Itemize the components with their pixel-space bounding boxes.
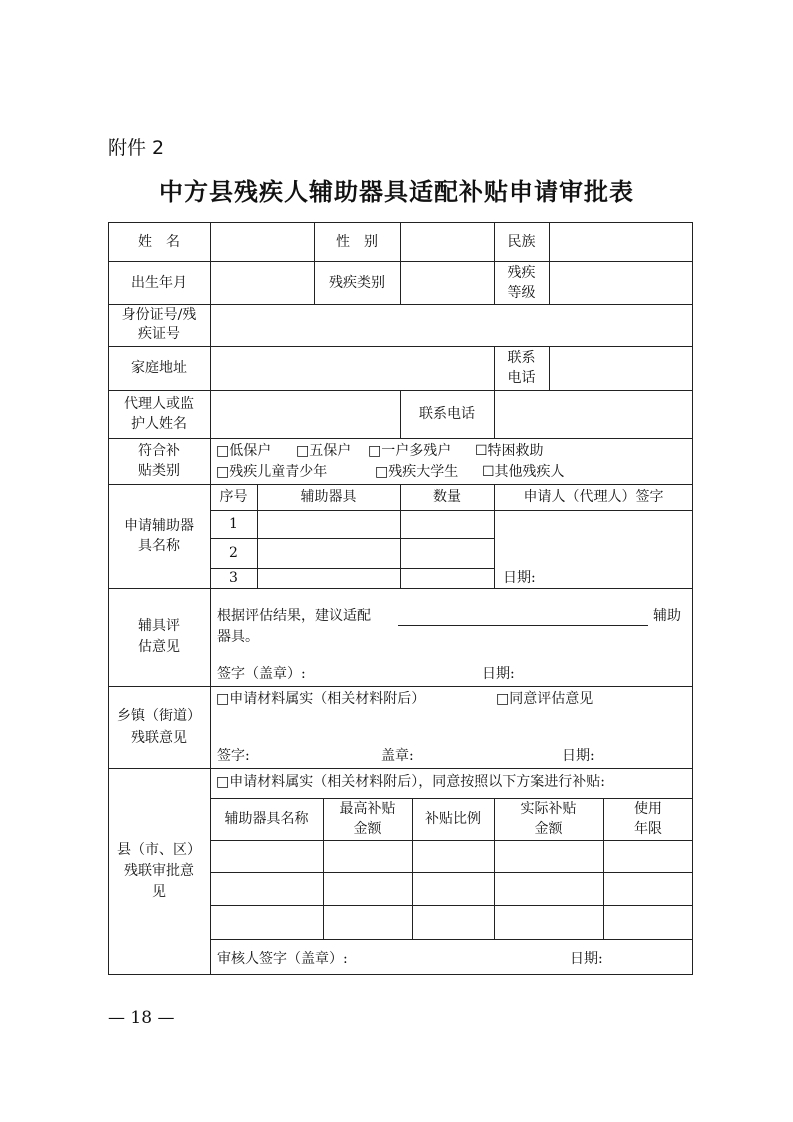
- col-divider: [494, 390, 495, 438]
- label-subsidy-category: 符合补 贴类别: [138, 443, 180, 479]
- row-divider: [210, 905, 693, 906]
- assessment-text-cont: 器具。: [217, 629, 259, 645]
- township-sign-label: 签字:: [217, 748, 250, 764]
- assessment-date-label: 日期:: [482, 666, 515, 682]
- label-township-opinion: 乡镇（街道） 残联意见: [117, 708, 201, 746]
- page-number: — 18 —: [108, 1008, 175, 1028]
- option-other-disabled[interactable]: ☐其他残疾人: [482, 464, 565, 480]
- label-agent-phone: 联系电话: [419, 406, 475, 422]
- form-title: 中方县残疾人辅助器具适配补贴申请审批表: [159, 178, 634, 206]
- assessment-sign-label: 签字（盖章）:: [217, 666, 306, 682]
- label-gender: 性 别: [336, 233, 378, 250]
- option-low-income[interactable]: □低保户: [216, 443, 272, 459]
- attachment-label: 附件 2: [108, 137, 165, 159]
- option-disabled-children[interactable]: □残疾儿童青少年: [216, 464, 328, 480]
- header-applicant-signature: 申请人（代理人）签字: [523, 489, 664, 505]
- col-divider: [549, 222, 550, 304]
- header-serial: 序号: [219, 489, 248, 505]
- label-assessment: 辅具评 估意见: [138, 618, 180, 655]
- label-id-number: 身份证号/残 疾证号: [121, 307, 197, 342]
- col-divider: [400, 222, 401, 304]
- label-disability-type: 残疾类别: [329, 274, 385, 291]
- serial-1: 1: [229, 516, 238, 532]
- label-name: 姓 名: [138, 233, 180, 250]
- county-statement[interactable]: □申请材料属实（相关材料附后），同意按照以下方案进行补贴:: [216, 774, 605, 790]
- apply-date-label: 日期:: [503, 570, 536, 586]
- row-divider: [210, 510, 693, 511]
- label-disability-level: 残疾 等级: [507, 264, 536, 301]
- label-county-approval: 县（市、区） 残联审批意 见: [117, 842, 201, 900]
- township-seal-label: 盖章:: [381, 748, 414, 764]
- header-max-subsidy: 最高补贴 金额: [339, 801, 396, 837]
- suggested-device-blank[interactable]: [398, 625, 648, 626]
- header-actual-subsidy: 实际补贴 金额: [520, 801, 577, 837]
- county-date-label: 日期:: [570, 951, 603, 967]
- label-contact-phone: 联系 电话: [507, 350, 536, 386]
- option-multi-disabled-household[interactable]: □一户多残户: [368, 443, 452, 459]
- row-divider: [210, 939, 693, 940]
- label-agent-name: 代理人或监 护人姓名: [124, 396, 194, 432]
- header-usage-years: 使用 年限: [634, 801, 662, 837]
- option-special-hardship[interactable]: ☐特困救助: [475, 443, 544, 459]
- label-ethnicity: 民族: [507, 233, 536, 250]
- option-disabled-college-student[interactable]: □残疾大学生: [375, 464, 459, 480]
- label-address: 家庭地址: [131, 360, 187, 376]
- label-column-divider: [210, 222, 211, 975]
- label-birth: 出生年月: [131, 274, 187, 291]
- row-divider: [210, 872, 693, 873]
- header-quantity: 数量: [433, 489, 461, 505]
- header-device-name: 辅助器具名称: [224, 811, 309, 827]
- township-option-agree[interactable]: □同意评估意见: [496, 691, 594, 707]
- serial-2: 2: [229, 545, 238, 561]
- assessment-text-end: 辅助: [653, 608, 681, 624]
- township-date-label: 日期:: [562, 748, 595, 764]
- reviewer-sign-label: 审核人签字（盖章）:: [217, 951, 348, 967]
- header-device: 辅助器具: [300, 489, 357, 505]
- label-apply-device: 申请辅助器 具名称: [124, 518, 194, 554]
- col-divider: [549, 346, 550, 390]
- header-subsidy-ratio: 补贴比例: [425, 811, 481, 827]
- serial-3: 3: [229, 570, 238, 586]
- assessment-text: 根据评估结果，建议适配: [217, 608, 371, 624]
- option-five-guarantee[interactable]: □五保户: [296, 443, 352, 459]
- row-divider: [210, 840, 693, 841]
- township-option-verified[interactable]: □申请材料属实（相关材料附后）: [216, 691, 426, 707]
